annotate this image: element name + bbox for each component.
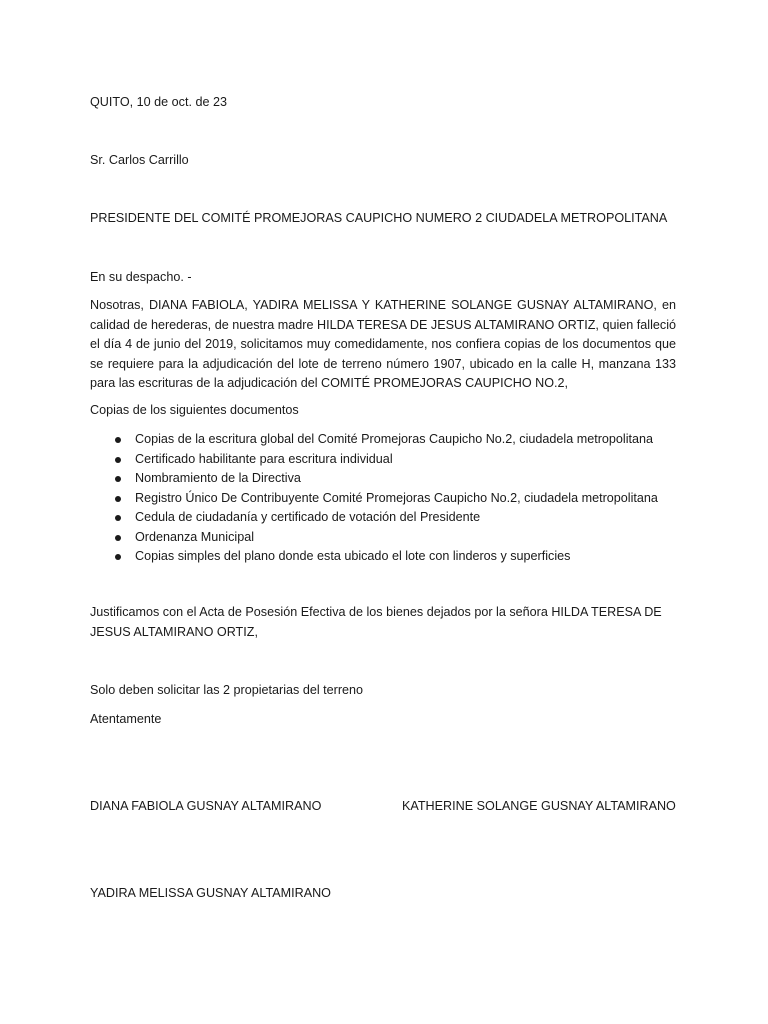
recipient-title: PRESIDENTE DEL COMITÉ PROMEJORAS CAUPICHO NUMERO 2 CIUDADELA METROPOLITANA — [90, 211, 668, 225]
justification-paragraph: Justificamos con el Acta de Posesión Efectiva de los bienes dejados por la señora HILDA TERESA DE JESUS ALTAMIRANO ORTIZ, — [90, 605, 662, 639]
letter-date: QUITO, 10 de oct. de 23 — [90, 95, 227, 109]
list-item — [90, 469, 680, 489]
bullet-icon — [115, 535, 121, 541]
recipient-name: Sr. Carlos Carrillo — [90, 153, 189, 167]
signature-diana: DIANA FABIOLA GUSNAY ALTAMIRANO — [90, 799, 322, 813]
document-list — [90, 430, 680, 567]
bullet-icon — [115, 515, 121, 521]
list-item — [90, 528, 680, 548]
signature-katherine: KATHERINE SOLANGE GUSNAY ALTAMIRANO — [402, 799, 676, 813]
list-item-text: Copias simples del plano donde esta ubicado el lote con linderos y superficies — [135, 549, 571, 563]
signature-yadira: YADIRA MELISSA GUSNAY ALTAMIRANO — [90, 886, 331, 900]
bullet-icon — [115, 476, 121, 482]
closing-line: Atentamente — [90, 712, 162, 726]
list-item-text: Certificado habilitante para escritura individual — [135, 451, 393, 466]
list-item — [90, 430, 680, 450]
bullet-icon — [115, 437, 121, 443]
list-item-text: Cedula de ciudadanía y certificado de votación del Presidente — [135, 510, 481, 524]
document-list-intro: Copias de los siguientes documentos — [90, 403, 299, 417]
list-item — [90, 508, 680, 528]
list-item — [90, 489, 680, 509]
bullet-icon — [115, 457, 121, 463]
list-item — [90, 450, 680, 470]
bullet-icon — [115, 554, 121, 560]
bullet-icon — [115, 496, 121, 502]
list-item — [90, 547, 680, 567]
body-paragraph: Nosotras, DIANA FABIOLA, YADIRA MELISSA Y KATHERINE SOLANGE GUSNAY ALTAMIRANO, en calidad de herederas, de nuestra madre HILDA TERESA DE JESUS ALTAMIRANO ORTIZ, quien falleció el día 4 de junio del 2019, solicitamos muy comedidamente, nos confiera copias de los documentos que se requiere para la adjudicación del lote de terreno número 1907, ubicado en la calle H, manzana 133 para las escrituras de la adjudicación del COMITÉ PROMEJORAS CAUPICHO NO.2, — [90, 298, 676, 390]
note-line: Solo deben solicitar las 2 propietarias del terreno — [90, 683, 364, 697]
list-item-text: Ordenanza Municipal — [135, 529, 255, 544]
greeting: En su despacho. - — [90, 270, 192, 284]
list-item-text: Copias de la escritura global del Comité Promejoras Caupicho No.2, ciudadela metropolitana — [135, 432, 654, 446]
list-item-text: Registro Único De Contribuyente Comité Promejoras Caupicho No.2, ciudadela metropolitana — [135, 490, 658, 505]
list-item-text: Nombramiento de la Directiva — [135, 471, 301, 485]
